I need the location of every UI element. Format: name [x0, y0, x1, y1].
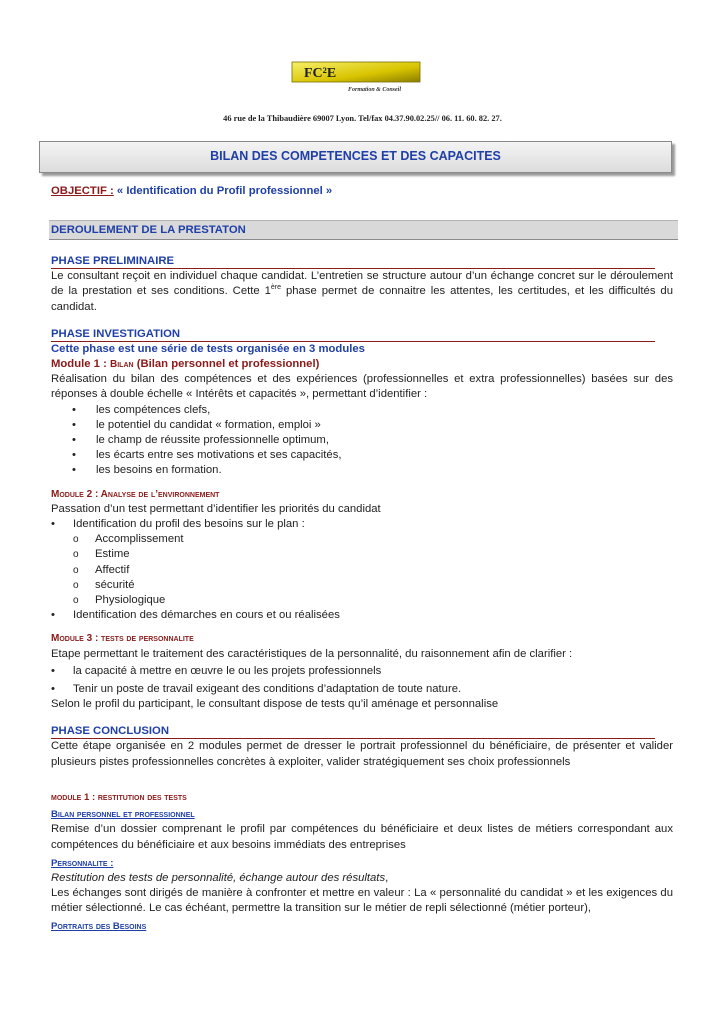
list-item: • les besoins en formation.	[51, 463, 673, 478]
phase-conclusion-heading: PHASE CONCLUSION	[51, 724, 655, 739]
module2-heading: Module 2 : Analyse de l’environnement	[51, 488, 220, 500]
list-item: • le champ de réussite professionnelle optimum,	[51, 433, 673, 448]
module3-list	[51, 664, 673, 697]
phase-investigation-heading: PHASE INVESTIGATION	[51, 327, 655, 342]
list-item: o Estime	[51, 547, 673, 562]
module2-sublist	[51, 532, 673, 608]
list-item: • la capacité à mettre en œuvre le ou les projets professionnels	[51, 664, 673, 679]
objectif-line	[51, 184, 673, 199]
deroulement-bar: DEROULEMENT DE LA PRESTATON	[49, 220, 678, 240]
bilan-text: Remise d’un dossier comprenant le profil par compétences du bénéficiaire et deux listes de métiers correspondant aux compétences du bénéficiaire et aux besoins immédiats des entreprises	[51, 823, 673, 851]
module3-heading: Module 3 : tests de personnalite	[51, 633, 194, 645]
list-item: o Accomplissement	[51, 532, 673, 547]
module1-list	[51, 403, 673, 479]
document-body	[51, 184, 673, 934]
preliminaire-text: Le consultant reçoit en individuel chaque candidat. L’entretien se structure autour d’un échange concret sur le déroulement de la prestation et ses conditions. Cette 1ère phase permet de connaitre les attentes, les certitudes, et les difficultés du candidat.	[51, 270, 673, 313]
page-title: BILAN DES COMPETENCES ET DES CAPACITES	[210, 149, 501, 163]
address-line: 46 rue de la Thibaudière 69007 Lyon. Tel/fax 04.37.90.02.25// 06. 11. 60. 82. 27.	[223, 114, 502, 123]
company-logo	[290, 60, 422, 94]
module3-after: Selon le profil du participant, le consultant dispose de tests qu’il aménage et personnalise	[51, 698, 499, 711]
conclusion-text: Cette étape organisée en 2 modules permet de dresser le portrait professionnel du bénéficiaire, de présenter et valider plusieurs pistes professionnelles concrètes à exploiter, valider stratégiquement ses choix professionnels	[51, 740, 673, 768]
personnalite-italic: Restitution des tests de personnalité, échange autour des résultats,	[51, 871, 389, 884]
list-item: • les écarts entre ses motivations et ses capacités,	[51, 448, 673, 463]
logo-text: FC²E	[304, 66, 337, 81]
objectif-label: OBJECTIF :	[51, 185, 114, 197]
list-item: o Affectif	[51, 563, 673, 578]
list-item: • le potentiel du candidat « formation, emploi »	[51, 418, 673, 433]
module3-text: Etape permettant le traitement des caractéristiques de la personnalité, du raisonnement afin de clarifier :	[51, 647, 573, 660]
title-box	[39, 141, 672, 173]
list-item: • Identification du profil des besoins sur le plan :	[51, 517, 673, 532]
list-item: • Identification des démarches en cours et ou réalisées	[51, 608, 673, 623]
module2-text: Passation d’un test permettant d’identifier les priorités du candidat	[51, 502, 381, 515]
module2-list	[51, 517, 673, 532]
objectif-text: « Identification du Profil professionnel »	[113, 185, 333, 197]
portraits-link[interactable]: Portraits des Besoins	[51, 920, 147, 932]
list-item: o Physiologique	[51, 593, 673, 608]
bilan-link[interactable]: Bilan personnel et professionnel	[51, 809, 195, 821]
conclusion-module1-heading: module 1 : restitution des tests	[51, 791, 187, 803]
phase-preliminaire-heading: PHASE PRELIMINAIRE	[51, 254, 655, 269]
list-item: • les compétences clefs,	[51, 403, 673, 418]
logo-subtitle: Formation & Conseil	[348, 87, 402, 93]
personnalite-link[interactable]: Personnalite :	[51, 857, 114, 869]
module1-heading: Module 1 : Bilan (Bilan personnel et professionnel)	[51, 358, 320, 371]
list-item: • Tenir un poste de travail exigeant des conditions d’adaptation de toute nature.	[51, 682, 673, 697]
personnalite-text: Les échanges sont dirigés de manière à confronter et mettre en valeur : La « personnalité du candidat » et les exigences du métier sélectionné. Le cas échéant, permettre la transition sur le métier de repli sélectionné (métier porteur),	[51, 887, 673, 915]
list-item: o sécurité	[51, 578, 673, 593]
investigation-intro: Cette phase est une série de tests organisée en 3 modules	[51, 342, 365, 355]
module1-text: Réalisation du bilan des compétences et des expériences (professionnelles et extra professionnelles) basées sur des réponses à double échelle « Intérêts et capacités », permettant d’identifier :	[51, 373, 673, 401]
module2-list-2	[51, 608, 673, 623]
